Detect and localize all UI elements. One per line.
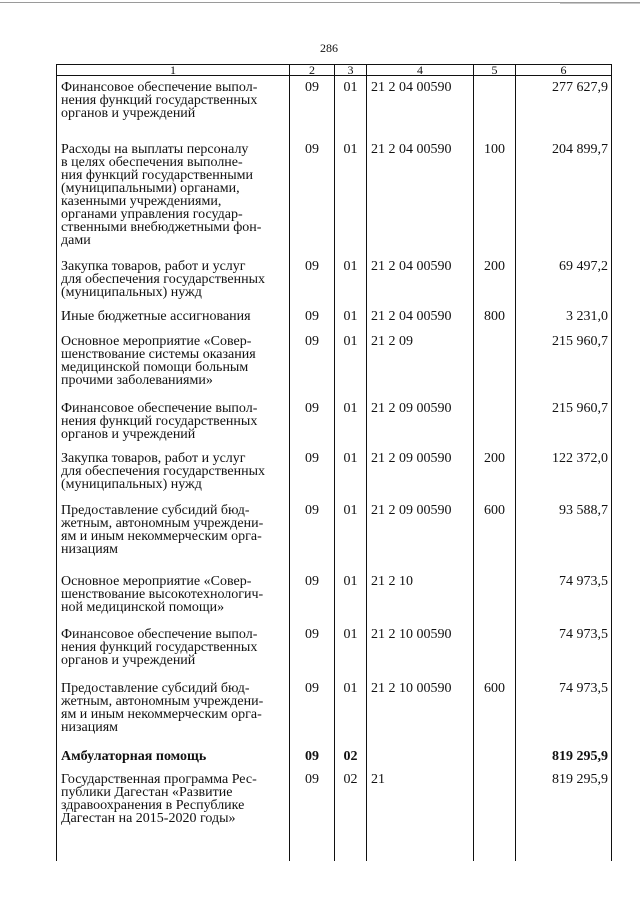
row-section: 09 bbox=[290, 76, 335, 143]
row-expense-type bbox=[474, 750, 516, 773]
table-row bbox=[57, 76, 612, 143]
table-row bbox=[57, 504, 612, 575]
row-subsection: 01 bbox=[335, 628, 367, 682]
row-subsection: 01 bbox=[335, 452, 367, 504]
row-expense-type: 800 bbox=[474, 310, 516, 335]
row-expense-type bbox=[474, 575, 516, 628]
row-section: 09 bbox=[290, 628, 335, 682]
row-name: Основное мероприятие «Совер- шенствование высокотехнологич- ной медицинской помощи» bbox=[57, 575, 290, 628]
row-name: Финансовое обеспечение выпол- нения функций государственных органов и учреждений bbox=[57, 402, 290, 452]
row-subsection: 01 bbox=[335, 682, 367, 750]
row-section: 09 bbox=[290, 310, 335, 335]
row-amount: 819 295,9 bbox=[516, 773, 612, 861]
page-number: 286 bbox=[320, 41, 338, 55]
row-section: 09 bbox=[290, 143, 335, 260]
row-name: Финансовое обеспечение выпол- нения функций государственных органов и учреждений bbox=[57, 628, 290, 682]
row-name: Расходы на выплаты персоналу в целях обеспечения выполне- ния функций государственными (муниципальными) органами, казенными учреждениями, органами управления государ- ственными внебюджетными фон- дами bbox=[57, 143, 290, 260]
row-target-code: 21 2 04 00590 bbox=[367, 76, 474, 143]
top-rule bbox=[0, 2, 640, 3]
row-amount: 74 973,5 bbox=[516, 628, 612, 682]
row-expense-type bbox=[474, 335, 516, 402]
row-subsection: 01 bbox=[335, 504, 367, 575]
header-row bbox=[57, 65, 612, 76]
row-section: 09 bbox=[290, 682, 335, 750]
table-row bbox=[57, 143, 612, 260]
column-header-5: 5 bbox=[474, 65, 516, 76]
row-name: Закупка товаров, работ и услуг для обеспечения государственных (муниципальных) нужд bbox=[57, 260, 290, 310]
row-expense-type bbox=[474, 76, 516, 143]
row-target-code: 21 2 10 bbox=[367, 575, 474, 628]
row-name: Финансовое обеспечение выпол- нения функций государственных органов и учреждений bbox=[57, 76, 290, 143]
row-amount: 277 627,9 bbox=[516, 76, 612, 143]
table-row bbox=[57, 750, 612, 773]
table-row bbox=[57, 310, 612, 335]
table-row bbox=[57, 402, 612, 452]
row-section: 09 bbox=[290, 335, 335, 402]
row-section: 09 bbox=[290, 504, 335, 575]
row-name: Государственная программа Рес- публики Дагестан «Развитие здравоохранения в Республике Дагестан на 2015-2020 годы» bbox=[57, 773, 290, 861]
row-subsection: 01 bbox=[335, 76, 367, 143]
row-amount: 122 372,0 bbox=[516, 452, 612, 504]
row-target-code: 21 2 09 00590 bbox=[367, 504, 474, 575]
row-section: 09 bbox=[290, 452, 335, 504]
row-amount: 204 899,7 bbox=[516, 143, 612, 260]
row-amount: 819 295,9 bbox=[516, 750, 612, 773]
row-section: 09 bbox=[290, 750, 335, 773]
row-subsection: 02 bbox=[335, 750, 367, 773]
row-subsection: 02 bbox=[335, 773, 367, 861]
column-header-4: 4 bbox=[367, 65, 474, 76]
table-body bbox=[57, 76, 612, 861]
table-row bbox=[57, 773, 612, 861]
row-target-code: 21 2 04 00590 bbox=[367, 310, 474, 335]
row-subsection: 01 bbox=[335, 335, 367, 402]
row-section: 09 bbox=[290, 402, 335, 452]
row-subsection: 01 bbox=[335, 260, 367, 310]
row-expense-type: 200 bbox=[474, 452, 516, 504]
row-target-code: 21 2 09 bbox=[367, 335, 474, 402]
row-name: Предоставление субсидий бюд- жетным, автономным учреждени- ям и иным некоммерческим орга- низациям bbox=[57, 682, 290, 750]
row-expense-type bbox=[474, 628, 516, 682]
row-name: Иные бюджетные ассигнования bbox=[57, 310, 290, 335]
table-row bbox=[57, 575, 612, 628]
row-section: 09 bbox=[290, 260, 335, 310]
row-section: 09 bbox=[290, 575, 335, 628]
row-expense-type: 600 bbox=[474, 504, 516, 575]
row-amount: 3 231,0 bbox=[516, 310, 612, 335]
row-subsection: 01 bbox=[335, 402, 367, 452]
row-name: Предоставление субсидий бюд- жетным, автономным учреждени- ям и иным некоммерческим орга- низациям bbox=[57, 504, 290, 575]
row-name: Основное мероприятие «Совер- шенствование системы оказания медицинской помощи больным прочими заболеваниями» bbox=[57, 335, 290, 402]
row-target-code: 21 bbox=[367, 773, 474, 861]
row-amount: 69 497,2 bbox=[516, 260, 612, 310]
row-target-code: 21 2 04 00590 bbox=[367, 143, 474, 260]
row-target-code: 21 2 10 00590 bbox=[367, 628, 474, 682]
budget-table bbox=[56, 64, 612, 861]
row-expense-type: 200 bbox=[474, 260, 516, 310]
row-target-code: 21 2 10 00590 bbox=[367, 682, 474, 750]
column-header-6: 6 bbox=[516, 65, 612, 76]
row-section: 09 bbox=[290, 773, 335, 861]
row-target-code: 21 2 04 00590 bbox=[367, 260, 474, 310]
column-header-2: 2 bbox=[290, 65, 335, 76]
top-rule-right bbox=[560, 3, 640, 4]
table-row bbox=[57, 628, 612, 682]
row-amount: 215 960,7 bbox=[516, 335, 612, 402]
row-amount: 74 973,5 bbox=[516, 682, 612, 750]
row-subsection: 01 bbox=[335, 143, 367, 260]
table-row bbox=[57, 452, 612, 504]
row-name: Закупка товаров, работ и услуг для обеспечения государственных (муниципальных) нужд bbox=[57, 452, 290, 504]
column-header-1: 1 bbox=[57, 65, 290, 76]
row-subsection: 01 bbox=[335, 310, 367, 335]
table-row bbox=[57, 335, 612, 402]
row-expense-type bbox=[474, 402, 516, 452]
row-target-code: 21 2 09 00590 bbox=[367, 402, 474, 452]
row-name: Амбулаторная помощь bbox=[57, 750, 290, 773]
row-target-code bbox=[367, 750, 474, 773]
column-header-3: 3 bbox=[335, 65, 367, 76]
row-expense-type: 600 bbox=[474, 682, 516, 750]
row-subsection: 01 bbox=[335, 575, 367, 628]
row-expense-type: 100 bbox=[474, 143, 516, 260]
table-row bbox=[57, 260, 612, 310]
row-amount: 215 960,7 bbox=[516, 402, 612, 452]
row-amount: 74 973,5 bbox=[516, 575, 612, 628]
row-amount: 93 588,7 bbox=[516, 504, 612, 575]
row-expense-type bbox=[474, 773, 516, 861]
table-row bbox=[57, 682, 612, 750]
row-target-code: 21 2 09 00590 bbox=[367, 452, 474, 504]
